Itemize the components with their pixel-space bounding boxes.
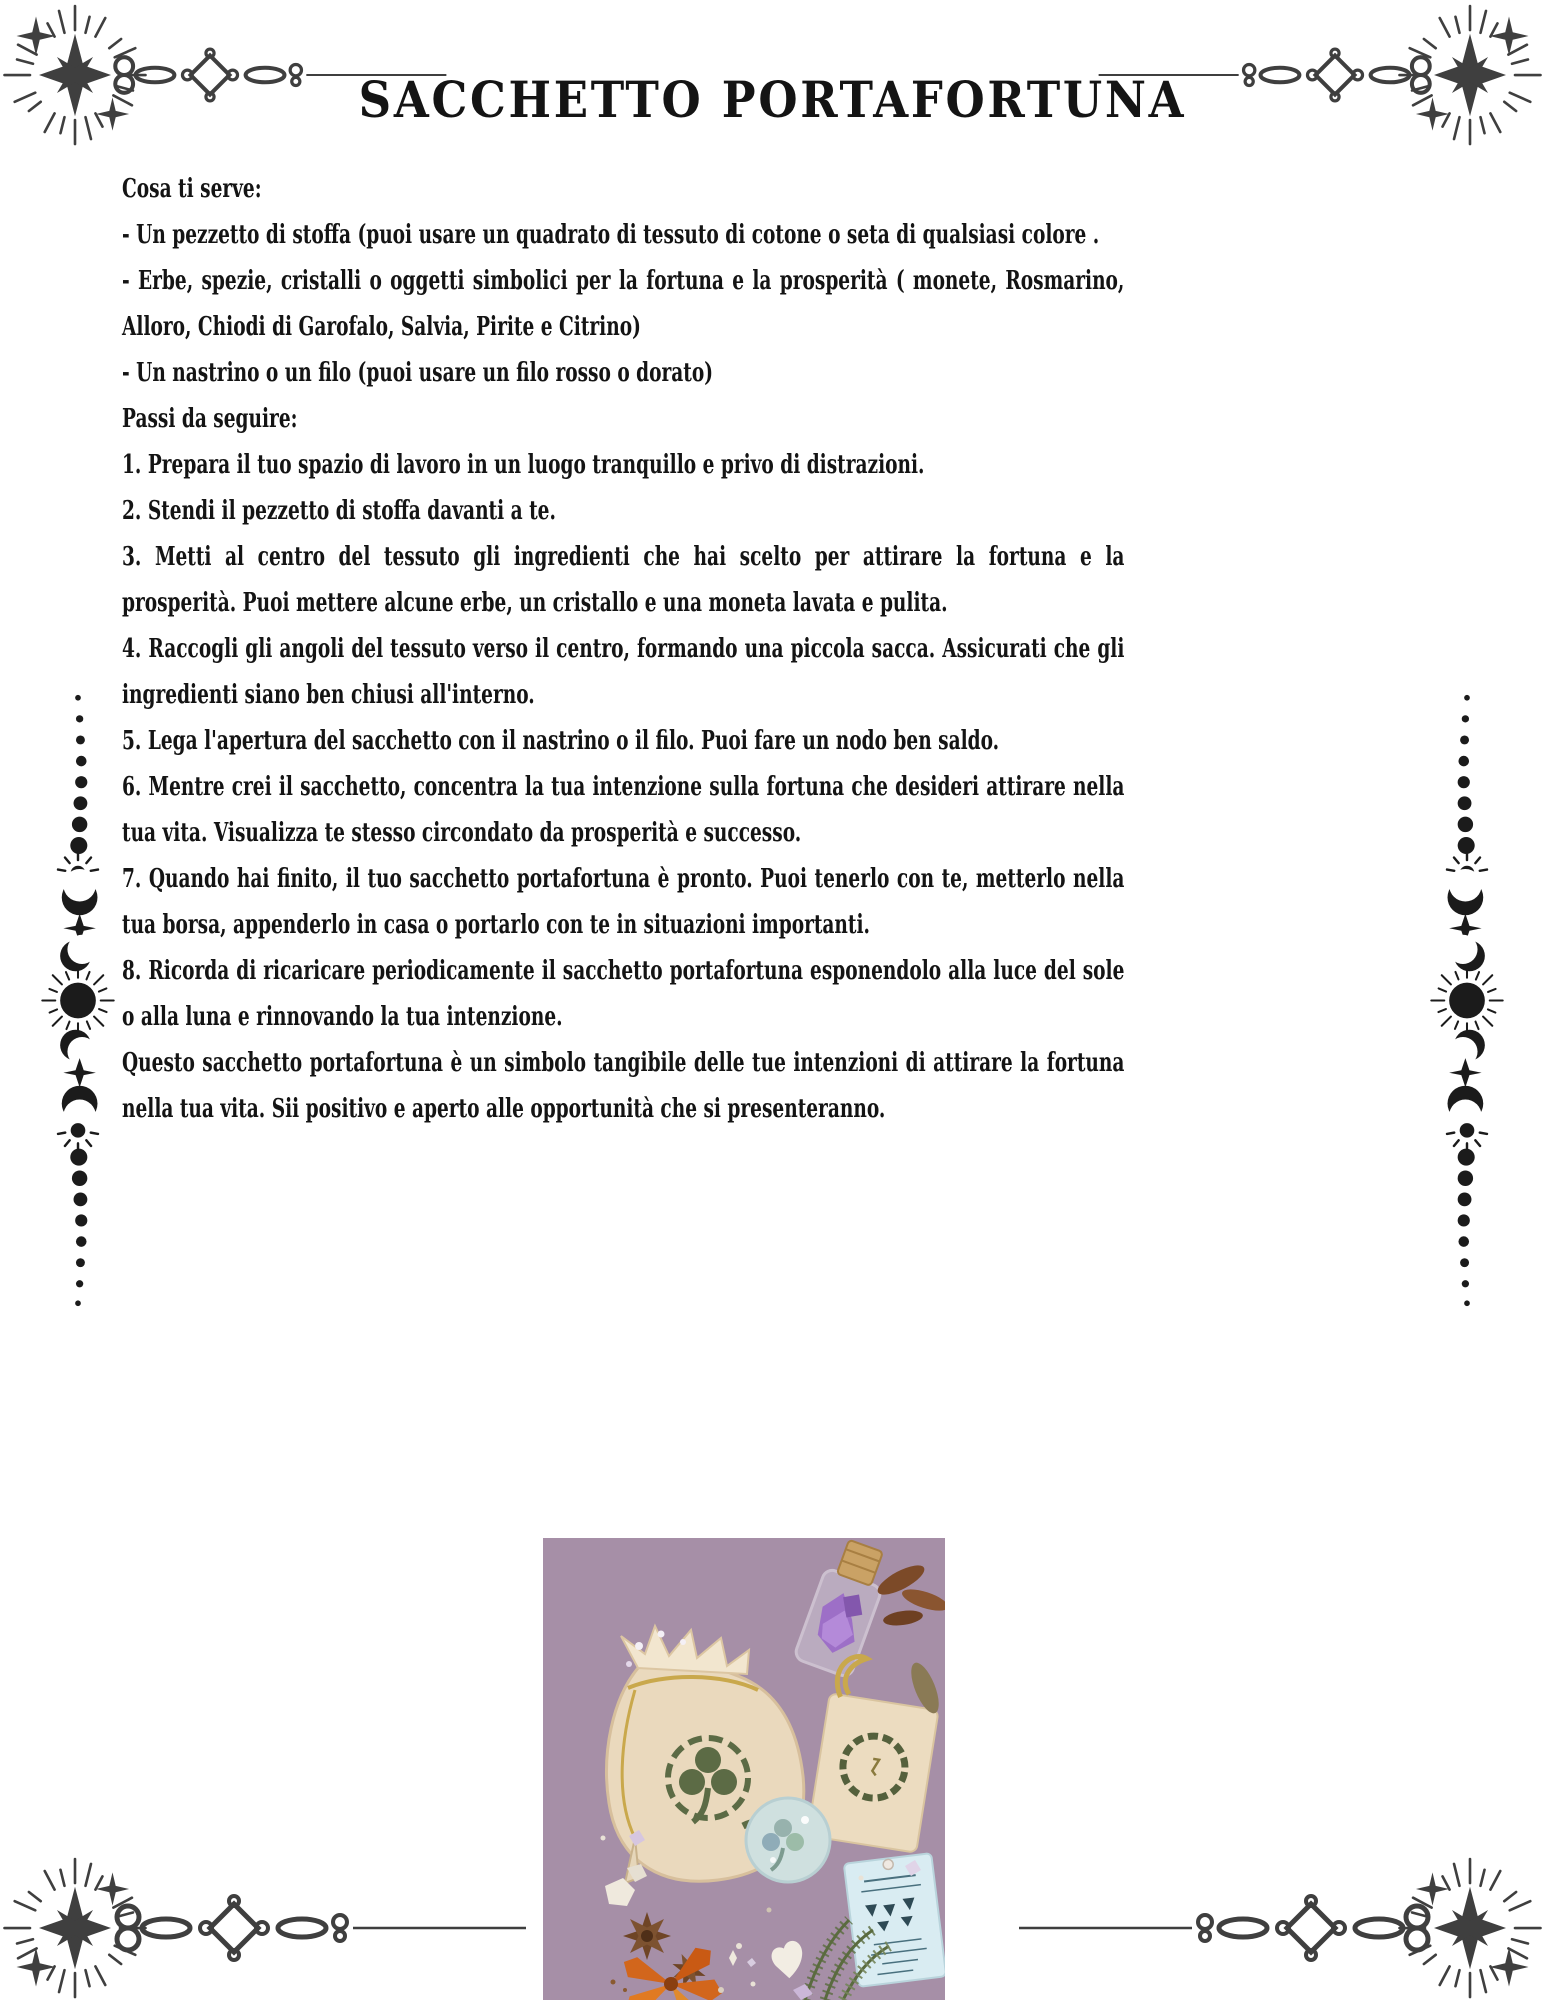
flourish-divider-icon: [1427, 138, 1507, 558]
closing-paragraph: Questo sacchetto portafortuna è un simbolo tangibile delle tue intenzioni di attirare la fortuna nella tua vita. Sii positivo e aperto alle opportunità che si presenteranno.: [122, 1047, 1125, 1124]
resin-disc: [746, 1798, 830, 1882]
flourish-divider-icon: [38, 138, 118, 558]
step-item: 6. Mentre crei il sacchetto, concentra la tua intenzione sulla fortuna che desideri attirare nella tua vita. Visualizza te stesso circondato da prosperità e successo.: [122, 771, 1125, 848]
materials-heading: Cosa ti serve:: [122, 173, 262, 204]
flatlay-photo: [543, 1538, 945, 2000]
moon-phases-column-icon: [28, 688, 128, 1313]
steps-heading: Passi da seguire:: [122, 403, 298, 434]
flatlay-photo-illustration: [543, 1538, 945, 2000]
page-title: SACCHETTO PORTAFORTUNA: [358, 69, 1187, 129]
flourish-divider-icon: [108, 1888, 528, 1968]
step-item: 3. Metti al centro del tessuto gli ingredienti che hai scelto per attirare la fortuna e la prosperità. Puoi mettere alcune erbe, un cristallo e una moneta lavata e pulita.: [122, 541, 1125, 618]
step-item: 8. Ricorda di ricaricare periodicamente il sacchetto portafortuna esponendolo alla luce del sole o alla luna e rinnovando la tua intenzione.: [122, 955, 1125, 1032]
flourish-divider-icon: [38, 1468, 118, 1888]
step-item: 2. Stendi il pezzetto di stoffa davanti a te.: [122, 495, 556, 526]
document-body: [122, 166, 1124, 1132]
step-item: 4. Raccogli gli angoli del tessuto verso il centro, formando una piccola sacca. Assicurati che gli ingredienti siano ben chiusi all'interno.: [122, 633, 1125, 710]
material-item: - Erbe, spezie, cristalli o oggetti simbolici per la fortuna e la prosperità ( monete, Rosmarino, Alloro, Chiodi di Garofalo, Salvia, Pirite e Citrino): [122, 265, 1125, 342]
flourish-divider-icon: [1017, 1888, 1437, 1968]
step-item: 5. Lega l'apertura del sacchetto con il nastrino o il filo. Puoi fare un nodo ben saldo.: [122, 725, 1000, 756]
flourish-divider-icon: [1427, 1468, 1507, 1888]
step-item: 1. Prepara il tuo spazio di lavoro in un luogo tranquillo e privo di distrazioni.: [122, 449, 925, 480]
materials-section: [122, 166, 1124, 396]
step-item: 7. Quando hai finito, il tuo sacchetto portafortuna è pronto. Puoi tenerlo con te, metterlo nella tua borsa, appenderlo in casa o portarlo con te in situazioni importanti.: [122, 863, 1125, 940]
material-item: - Un pezzetto di stoffa (puoi usare un quadrato di tessuto di cotone o seta di qualsiasi colore .: [122, 219, 1100, 250]
moon-phases-column-icon: [1417, 688, 1517, 1313]
material-item: - Un nastrino o un filo (puoi usare un filo rosso o dorato): [122, 357, 714, 388]
